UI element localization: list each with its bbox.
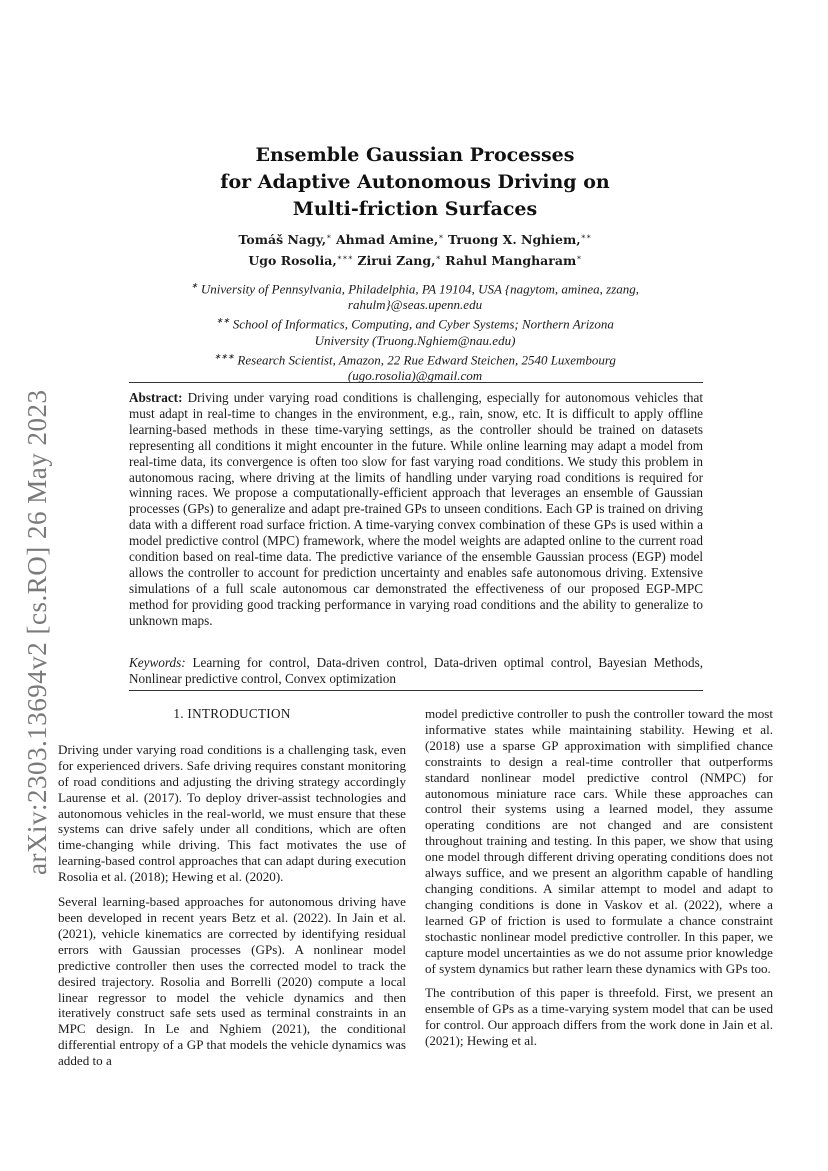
- affiliation-mark: ∗: [576, 253, 582, 263]
- keywords-label: Keywords:: [129, 655, 186, 670]
- author-line-2: [150, 249, 680, 270]
- arxiv-identifier-stamp: arXiv:2303.13694v2 [cs.RO] 26 May 2023: [22, 389, 52, 875]
- title-line-3: Multi-friction Surfaces: [292, 198, 538, 220]
- affiliation-1: [190, 278, 640, 313]
- title-line-2: for Adaptive Autonomous Driving on: [220, 171, 610, 193]
- author-list: [150, 228, 680, 270]
- abstract-label: Abstract:: [129, 390, 183, 405]
- author-line-1: [150, 228, 680, 249]
- affiliation-3: [190, 349, 640, 384]
- keywords: [129, 655, 703, 687]
- affiliation-text: Research Scientist, Amazon, 22 Rue Edward Steichen, 2540 Luxembourg (ugo.rosolia)@gmail.com: [237, 351, 616, 383]
- paragraph: Driving under varying road conditions is a challenging task, even for experienced drivers. Safe driving requires constant monitoring of road conditions and adjusting the driving strategy accordingly Laurense et al. (2017). To deploy driver-assist technologies and autonomous vehicles in the real-world, we must ensure that these systems can drive safely under all conditions, which are often time-changing while driving. This fact motivates the use of learning-based control approaches that can adapt during execution Rosolia et al. (2018); Hewing et al. (2020).: [58, 741, 406, 885]
- affiliation-mark: ∗∗∗: [214, 351, 235, 361]
- affiliation-text: University of Pennsylvania, Philadelphia, PA 19104, USA {nagytom, aminea, zzang, rahulm}@seas.upenn.edu: [200, 281, 640, 313]
- affiliation-2: [190, 313, 640, 348]
- title-line-1: Ensemble Gaussian Processes: [255, 144, 575, 166]
- affiliation-mark: ∗∗∗: [336, 253, 354, 263]
- affiliations: [190, 278, 640, 384]
- abstract-top-rule: [129, 382, 703, 383]
- author-name: Ahmad Amine,: [335, 232, 439, 248]
- author-name: Rahul Mangharam: [445, 253, 577, 269]
- paragraph: model predictive controller to push the controller toward the most informative states while maintaining stability. Hewing et al. (2018) use a sparse GP approximation with simplified chance constraints to design a real-time controller that outperforms standard nonlinear model predictive control (NMPC) for autonomous miniature race cars. While these approaches can control their systems using a learned model, they assume operating conditions are not changed and are consistent throughout training and testing. In this paper, we show that using one model through different driving operating conditions does not always suffice, and we present an algorithm capable of handling changing conditions. A similar attempt to model and adapt to changing conditions is done in Vaskov et al. (2022), where a learned GP of friction is used to formulate a chance constraint stochastic nonlinear model predictive controller. In this paper, we capture model uncertainties as we do not assume prior knowledge of system dynamics but rather learn these dynamics with GPs too.: [425, 706, 773, 976]
- affiliation-mark: ∗: [326, 232, 332, 241]
- left-column: [58, 706, 406, 1078]
- affiliation-mark: ∗: [438, 232, 444, 241]
- affiliation-mark: ∗∗: [216, 316, 230, 326]
- affiliation-mark: ∗: [190, 281, 198, 290]
- affiliation-text: School of Informatics, Computing, and Cyber Systems; Northern Arizona University (Truong.Nghiem@nau.edu): [232, 316, 614, 348]
- paragraph: The contribution of this paper is threefold. First, we present an ensemble of GPs as a time-varying system model that can be used for control. Our approach differs from the work done in Jain et al. (2021); Hewing et al.: [425, 985, 773, 1049]
- paper-title: [150, 142, 680, 223]
- keywords-text: Learning for control, Data-driven control, Data-driven optimal control, Bayesian Methods, Nonlinear predictive control, Convex optimization: [129, 655, 703, 686]
- affiliation-mark: ∗∗: [580, 232, 592, 241]
- author-name: Tomáš Nagy,: [238, 232, 327, 248]
- abstract-text: Driving under varying road conditions is challenging, especially for autonomous vehicles that must adapt in real-time to changes in the environment, e.g., rain, snow, etc. It is difficult to apply offline learning-based methods in these time-varying settings, as the controller should be trained on datasets representing all conditions it might encounter in the future. While online learning may adapt a model from real-time data, its convergence is often too slow for fast varying road conditions. We study this problem in autonomous racing, where driving at the limits of handling under varying road conditions is required for winning races. We propose a computationally-efficient approach that leverages an ensemble of Gaussian processes (GPs) to generalize and adapt pre-trained GPs to unseen conditions. Each GP is trained on driving data with a different road surface friction. A time-varying convex combination of these GPs is used within a model predictive control (MPC) framework, where the model weights are adapted online to the current road condition based on real-time data. The predictive variance of the ensemble Gaussian process (EGP) model allows the controller to account for prediction uncertainty and enables safe autonomous driving. Extensive simulations of a full scale autonomous car demonstrated the effectiveness of our proposed EGP-MPC method for providing good tracking performance in varying road conditions and the ability to generalize to unknown maps.: [129, 390, 703, 628]
- author-name: Ugo Rosolia,: [248, 253, 337, 269]
- affiliation-mark: ∗: [435, 253, 441, 263]
- abstract-bottom-rule: [129, 690, 703, 691]
- author-name: Truong X. Nghiem,: [448, 232, 581, 248]
- abstract: [129, 390, 703, 629]
- section-heading: 1. INTRODUCTION: [173, 706, 291, 721]
- right-column: [425, 706, 773, 1058]
- author-name: Zirui Zang,: [357, 253, 436, 269]
- paragraph: Several learning-based approaches for autonomous driving have been developed in recent years Betz et al. (2022). In Jain et al. (2021), vehicle kinematics are corrected by identifying residual errors with Gaussian processes (GPs). A nonlinear model predictive controller then uses the corrected model to track the desired trajectory. Rosolia and Borrelli (2020) compute a local linear regressor to model the vehicle dynamics and then iteratively construct safe sets used as terminal constraints in an MPC design. In Le and Nghiem (2021), the conditional differential entropy of a GP that models the vehicle dynamics was added to a: [58, 894, 406, 1069]
